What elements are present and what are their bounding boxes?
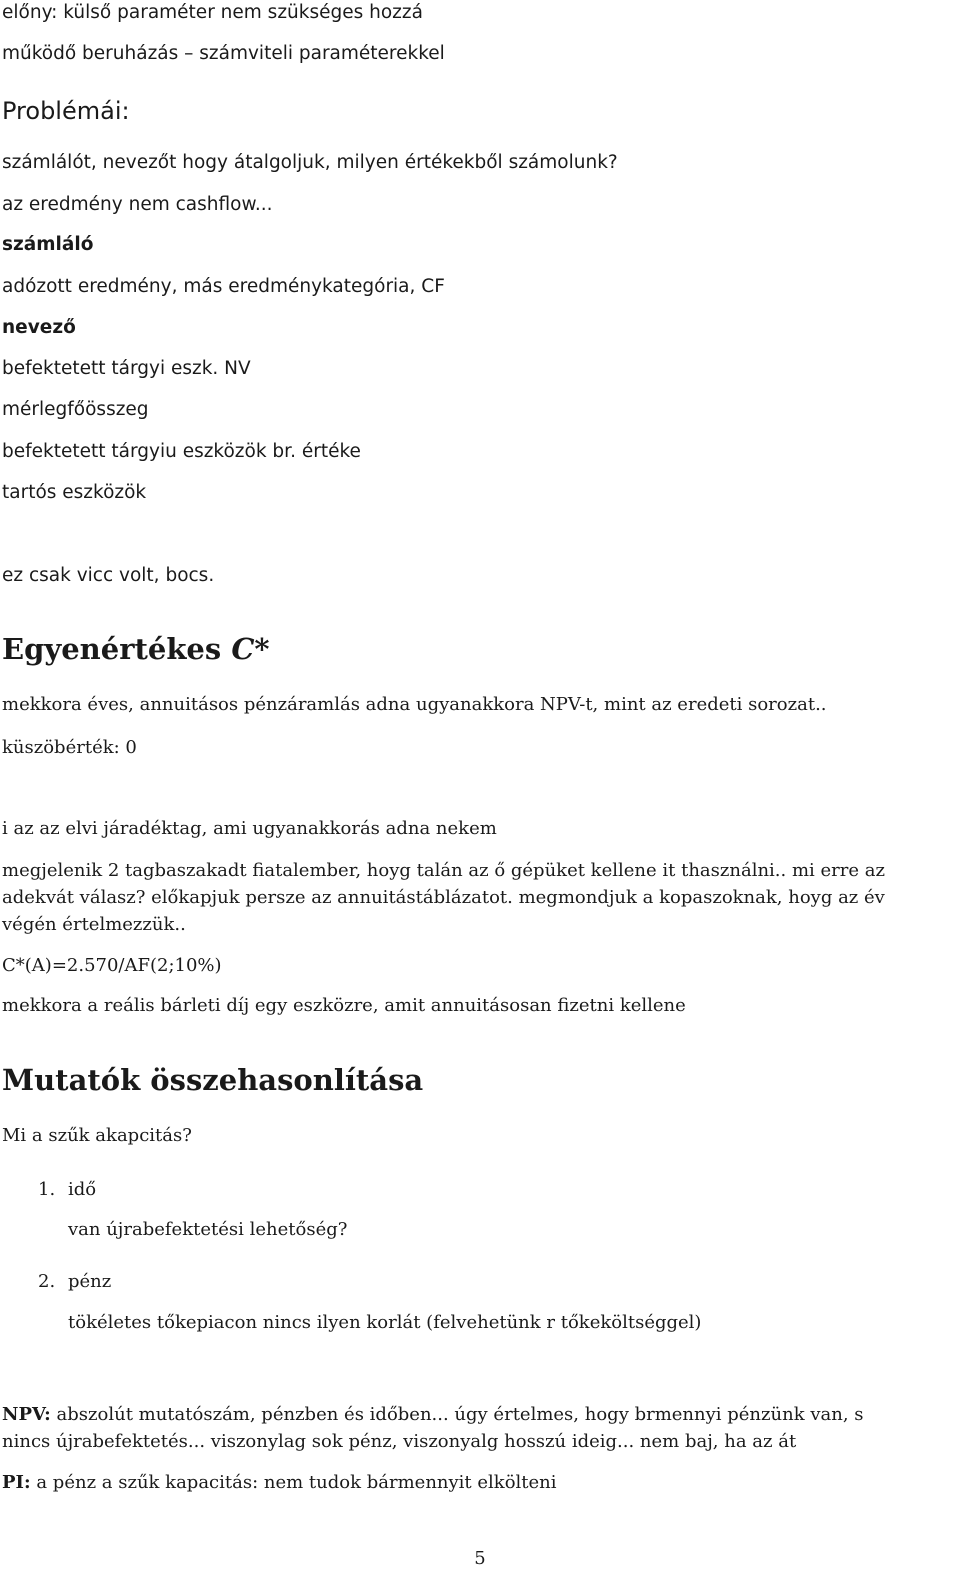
npv-line-1 bbox=[2, 1406, 864, 1424]
problems-heading: Problémái: bbox=[2, 97, 130, 125]
section-heading-egyenertekes bbox=[2, 632, 270, 666]
page-number: 5 bbox=[474, 1548, 486, 1569]
list-number: 1. bbox=[38, 1179, 56, 1200]
line-vicc: ez csak vicc volt, bocs. bbox=[2, 565, 215, 586]
formula: C*(A)=2.570/AF(2;10%) bbox=[2, 955, 222, 976]
line-tartos: tartós eszközök bbox=[2, 482, 147, 503]
para-megjelenik-3: végén értelmezzük.. bbox=[2, 914, 186, 935]
list-label: pénz bbox=[68, 1271, 112, 1292]
para-megjelenik-1: megjelenik 2 tagbaszakadt fiatalember, hoyg talán az ő gépüket kellene it thasználni.. mi erre az bbox=[2, 860, 885, 881]
line-befektetett-br: befektetett tárgyiu eszközök br. értéke bbox=[2, 441, 361, 462]
line-cashflow: az eredmény nem cashflow... bbox=[2, 194, 273, 215]
section-heading-mutatok: Mutatók összehasonlítása bbox=[2, 1063, 424, 1097]
line-befektetett-nv: befektetett tárgyi eszk. NV bbox=[2, 358, 251, 379]
label-szamlalo: számláló bbox=[2, 234, 94, 255]
list-detail: van újrabefektetési lehetőség? bbox=[68, 1219, 348, 1240]
section-title: Egyenértékes bbox=[2, 632, 222, 666]
npv-line-2: nincs újrabefektetés... viszonylag sok pénz, viszonyalg hosszú ideig... nem baj, ha az át bbox=[2, 1431, 797, 1452]
para-elvi: i az az elvi járadéktag, ami ugyanakkorás adna nekem bbox=[2, 818, 497, 839]
para-mekkora: mekkora éves, annuitásos pénzáramlás adna ugyanakkora NPV-t, mint az eredeti sorozat.. bbox=[2, 694, 827, 715]
pi-label: PI: bbox=[2, 1472, 31, 1493]
para-megjelenik-2: adekvát válasz? előkapjuk persze az annuitástáblázatot. megmondjuk a kopaszoknak, hoyg az év bbox=[2, 887, 885, 908]
npv-text: abszolút mutatószám, pénzben és időben... úgy értelmes, hogy brmennyi pénzünk van, s bbox=[56, 1404, 864, 1425]
question: Mi a szűk akapcitás? bbox=[2, 1125, 192, 1146]
line-merlegfoosszeg: mérlegfőösszeg bbox=[2, 399, 149, 420]
line-szamlalot: számlálót, nevezőt hogy átalgoljuk, milyen értékekből számolunk? bbox=[2, 152, 618, 173]
list-number: 2. bbox=[38, 1271, 56, 1292]
label-nevezo: nevező bbox=[2, 317, 76, 338]
line-mukodo: működő beruházás – számviteli paraméterekkel bbox=[2, 43, 445, 64]
pi-line bbox=[2, 1474, 557, 1492]
list-detail: tökéletes tőkepiacon nincs ilyen korlát (felvehetünk r tőkeköltséggel) bbox=[68, 1312, 702, 1333]
para-kuszob: küszöbérték: 0 bbox=[2, 737, 137, 758]
c-star-symbol: C* bbox=[231, 632, 270, 666]
line-elony: előny: külső paraméter nem szükséges hozzá bbox=[2, 2, 423, 23]
list-label: idő bbox=[68, 1179, 97, 1200]
line-adozott: adózott eredmény, más eredménykategória, CF bbox=[2, 276, 445, 297]
npv-label: NPV: bbox=[2, 1404, 51, 1425]
para-berleti: mekkora a reális bárleti díj egy eszközre, amit annuitásosan fizetni kellene bbox=[2, 995, 686, 1016]
pi-text: a pénz a szűk kapacitás: nem tudok bármennyit elkölteni bbox=[36, 1472, 557, 1493]
